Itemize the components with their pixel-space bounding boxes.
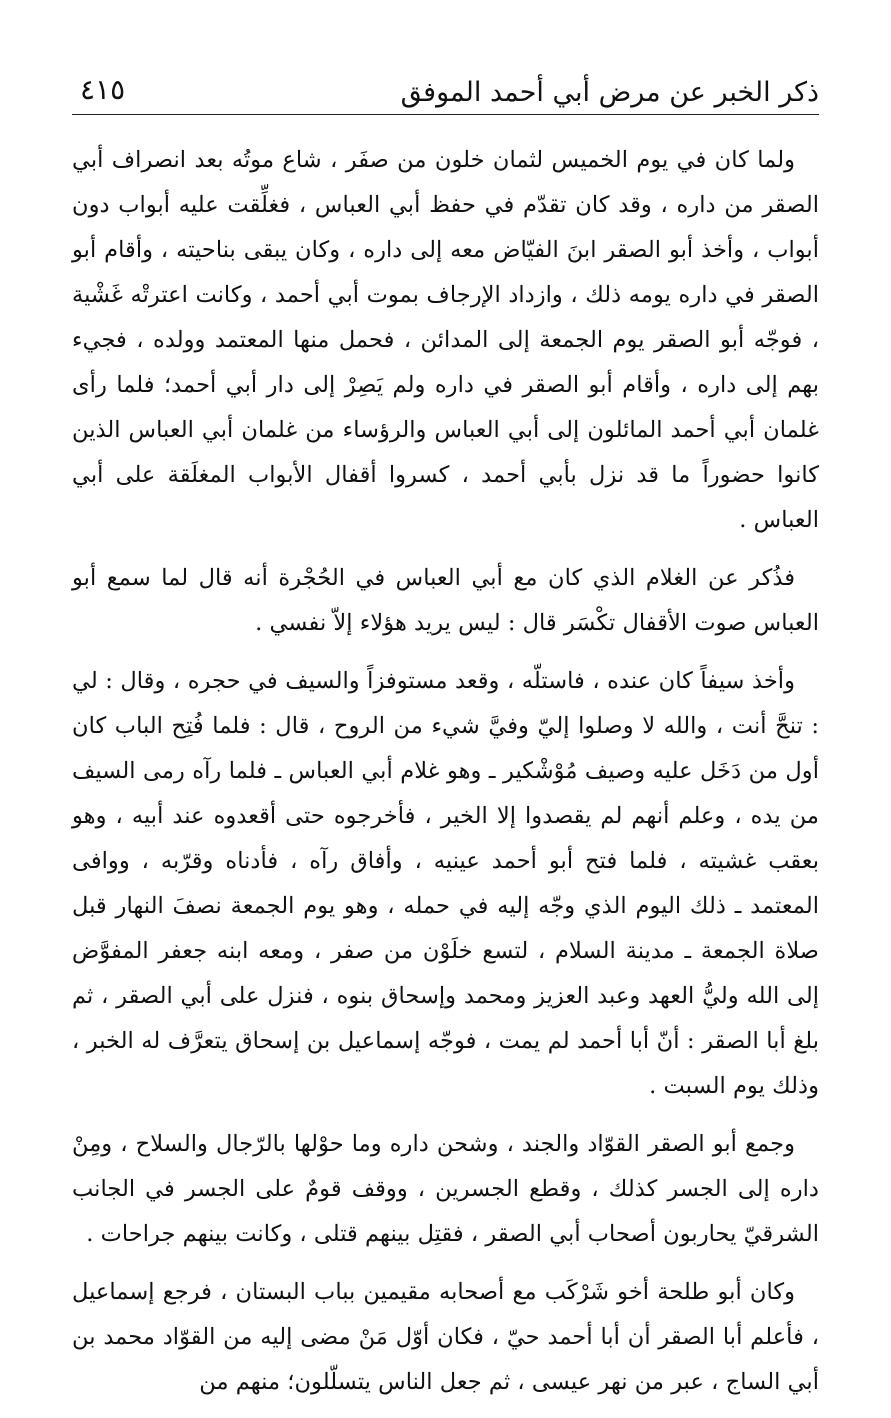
page-header	[72, 60, 819, 115]
running-title: ذكر الخبر عن مرض أبي أحمد الموفق	[400, 77, 819, 108]
paragraph-1: ولما كان في يوم الخميس لثمان خلون من صفَر ، شاع موتُه بعد انصراف أبي الصقر من داره ، وقد كان تقدّم في حفظ أبي العباس ، فغلِّقت عليه أبواب دون أبواب ، وأخذ أبو الصقر ابنَ الفيّاض معه إلى داره ، وكان يبقى بناحيته ، وأقام أبو الصقر في داره يومه ذلك ، وازداد الإرجاف بموت أبي أحمد ، وكانت اعترتْه غَشْية ، فوجّه أبو الصقر يوم الجمعة إلى المدائن ، فحمل منها المعتمد وولده ، فجيء بهم إلى داره ، وأقام أبو الصقر في داره ولم يَصِرْ إلى دار أبي أحمد؛ فلما رأى غلمان أبي أحمد المائلون إلى أبي العباس والرؤساء من غلمان أبي العباس الذين كانوا حضوراً ما قد نزل بأبي أحمد ، كسروا أقفال الأبواب المغلَقة على أبي العباس .	[72, 147, 819, 533]
page-body	[72, 138, 819, 1418]
paragraph-3: وأخذ سيفاً كان عنده ، فاستلّه ، وقعد مستوفزاً والسيف في حجره ، وقال : لي : تنحَّ أنت ، والله لا وصلوا إليّ وفيَّ شيء من الروح ، قال : فلما فُتِح الباب كان أول من دَخَل عليه وصيف مُوْشْكير ـ وهو غلام أبي العباس ـ فلما رآه رمى السيف من يده ، وعلم أنهم لم يقصدوا إلا الخير ، فأخرجوه حتى أقعدوه عند أبيه ، وهو بعقب غشيته ، فلما فتح أبو أحمد عينيه ، وأفاق رآه ، فأدناه وقرّبه ، ووافى المعتمد ـ ذلك اليوم الذي وجّه إليه في حمله ، وهو يوم الجمعة نصفَ النهار قبل صلاة الجمعة ـ مدينة السلام ، لتسع خلَوْن من صفر ، ومعه ابنه جعفر المفوَّض إلى الله وليُّ العهد وعبد العزيز ومحمد وإسحاق بنوه ، فنزل على أبي الصقر ، ثم بلغ أبا الصقر : أنّ أبا أحمد لم يمت ، فوجّه إسماعيل بن إسحاق يتعرَّف له الخبر ، وذلك يوم السبت .	[72, 668, 819, 1099]
page-number: ٤١٥	[80, 73, 126, 106]
paragraph-5: وكان أبو طلحة أخو شَرْكَب مع أصحابه مقيمين بباب البستان ، فرجع إسماعيل ، فأعلم أبا الصقر أن أبا أحمد حيّ ، فكان أوّل مَنْ مضى إليه من القوّاد محمد بن أبي الساج ، عبر من نهر عيسى ، ثم جعل الناس يتسلّلون؛ منهم من	[72, 1279, 819, 1395]
paragraph-2: فذُكر عن الغلام الذي كان مع أبي العباس في الحُجْرة أنه قال لما سمع أبو العباس صوت الأقفال تكْسَر قال : ليس يريد هؤلاء إلاّ نفسي .	[72, 565, 819, 636]
paragraph-4: وجمع أبو الصقر القوّاد والجند ، وشحن داره وما حوْلها بالرّجال والسلاح ، ومِنْ داره إلى الجسر كذلك ، وقطع الجسرين ، ووقف قومٌ على الجسر في الجانب الشرقيّ يحاربون أصحاب أبي الصقر ، فقتِل بينهم قتلى ، وكانت بينهم جراحات .	[72, 1131, 819, 1247]
